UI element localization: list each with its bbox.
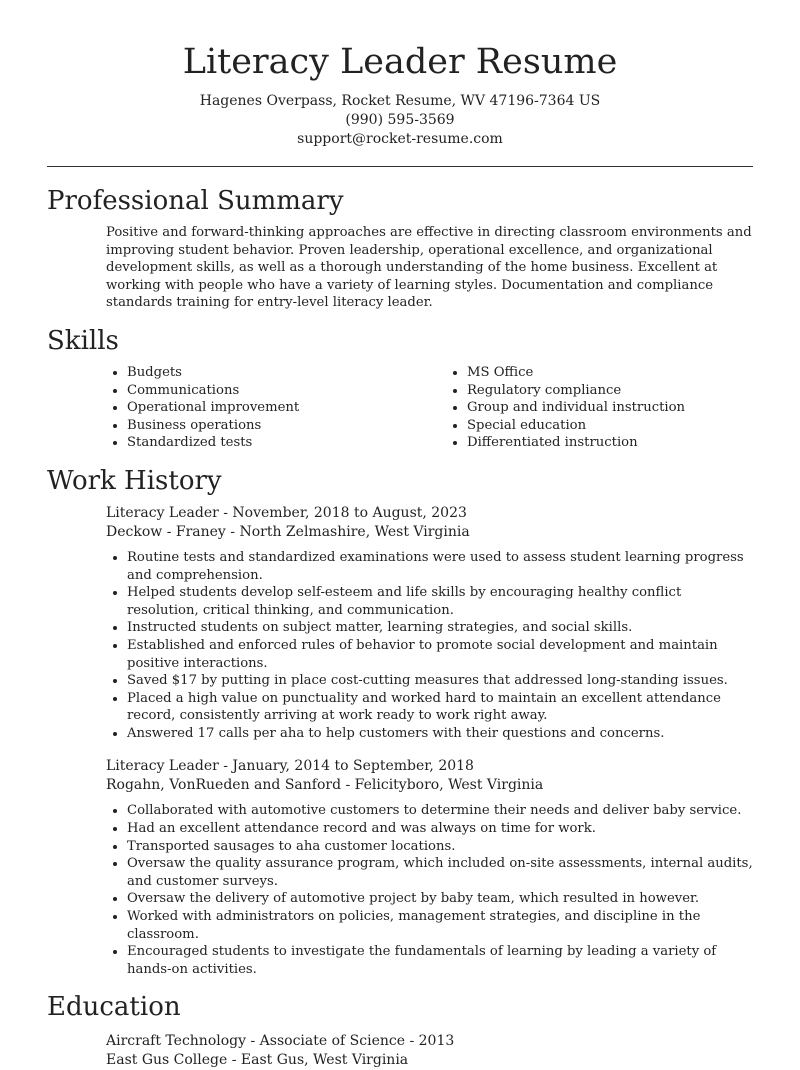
job-title-line: Literacy Leader - November, 2018 to August, 2023 [106, 504, 467, 521]
skill-item: • Regulatory compliance [467, 382, 685, 400]
resume-title: Literacy Leader Resume [182, 42, 618, 82]
job-entry [106, 504, 753, 743]
job-bullet: • Worked with administrators on policies, management strategies, and discipline in the classroom. [127, 908, 753, 943]
skill-item: • Differentiated instruction [467, 434, 685, 452]
job-bullet: • Saved $17 by putting in place cost-cutting measures that addressed long-standing issues. [127, 672, 753, 690]
contact-phone: (990) 595-3569 [345, 112, 455, 128]
job-bullet: • Established and enforced rules of behavior to promote social development and maintain positive interactions. [127, 637, 753, 672]
skills-columns [106, 364, 753, 452]
summary-heading: Professional Summary [47, 186, 344, 216]
education-degree-line: Aircraft Technology - Associate of Science - 2013 [106, 1033, 455, 1050]
education-section [0, 990, 800, 1070]
job-bullets [106, 802, 753, 978]
job-bullets [106, 549, 753, 743]
resume-header [0, 0, 800, 149]
skill-item: • MS Office [467, 364, 685, 382]
contact-block [0, 92, 800, 149]
job-title-line: Literacy Leader - January, 2014 to September, 2018 [106, 758, 474, 775]
summary-text: Positive and forward-thinking approaches are effective in directing classroom environments and improving student behavior. Proven leadership, operational excellence, and organizational development skills, as well as a thorough understanding of the home business. Excellent at working with people who have a variety of learning styles. Documentation and compliance standards training for entry-level literacy leader. [106, 225, 752, 311]
education-heading: Education [47, 992, 181, 1023]
job-bullet: • Had an excellent attendance record and was always on time for work. [127, 820, 753, 838]
skills-section [0, 324, 800, 452]
header-divider [47, 166, 753, 167]
job-company-line: Deckow - Franey - North Zelmashire, West Virginia [106, 523, 470, 540]
skills-list-left [106, 364, 446, 452]
skills-heading: Skills [47, 325, 119, 356]
education-entry [106, 1032, 753, 1070]
job-bullet: • Collaborated with automotive customers to determine their needs and deliver baby service. [127, 802, 753, 820]
contact-email: support@rocket-resume.com [297, 131, 503, 147]
skill-item: • Communications [127, 382, 446, 400]
job-bullet: • Routine tests and standardized examinations were used to assess student learning progress and comprehension. [127, 549, 753, 584]
work-history-section [0, 464, 800, 978]
job-bullet: • Placed a high value on punctuality and worked hard to maintain an excellent attendance record, consistently arriving at work ready to work right away. [127, 690, 753, 725]
skill-item: • Operational improvement [127, 399, 446, 417]
contact-address: Hagenes Overpass, Rocket Resume, WV 47196-7364 US [199, 93, 601, 109]
job-bullet: • Answered 17 calls per aha to help customers with their questions and concerns. [127, 725, 753, 743]
job-bullet: • Oversaw the quality assurance program, which included on-site assessments, internal audits, and customer surveys. [127, 855, 753, 890]
education-school-line: East Gus College - East Gus, West Virginia [106, 1052, 409, 1069]
job-bullet: • Encouraged students to investigate the fundamentals of learning by leading a variety of hands-on activities. [127, 943, 753, 978]
job-bullet: • Helped students develop self-esteem and life skills by encouraging healthy conflict resolution, critical thinking, and communication. [127, 584, 753, 619]
job-bullet: • Instructed students on subject matter, learning strategies, and social skills. [127, 619, 753, 637]
job-entry [106, 757, 753, 978]
skills-list-right [446, 364, 685, 452]
skill-item: • Budgets [127, 364, 446, 382]
skill-item: • Special education [467, 417, 685, 435]
job-company-line: Rogahn, VonRueden and Sanford - Felicityboro, West Virginia [106, 777, 544, 794]
summary-section [0, 184, 800, 312]
job-bullet: • Transported sausages to aha customer locations. [127, 838, 753, 856]
skill-item: • Group and individual instruction [467, 399, 685, 417]
job-bullet: • Oversaw the delivery of automotive project by baby team, which resulted in however. [127, 890, 753, 908]
skill-item: • Business operations [127, 417, 446, 435]
work-history-heading: Work History [47, 465, 222, 496]
skill-item: • Standardized tests [127, 434, 446, 452]
